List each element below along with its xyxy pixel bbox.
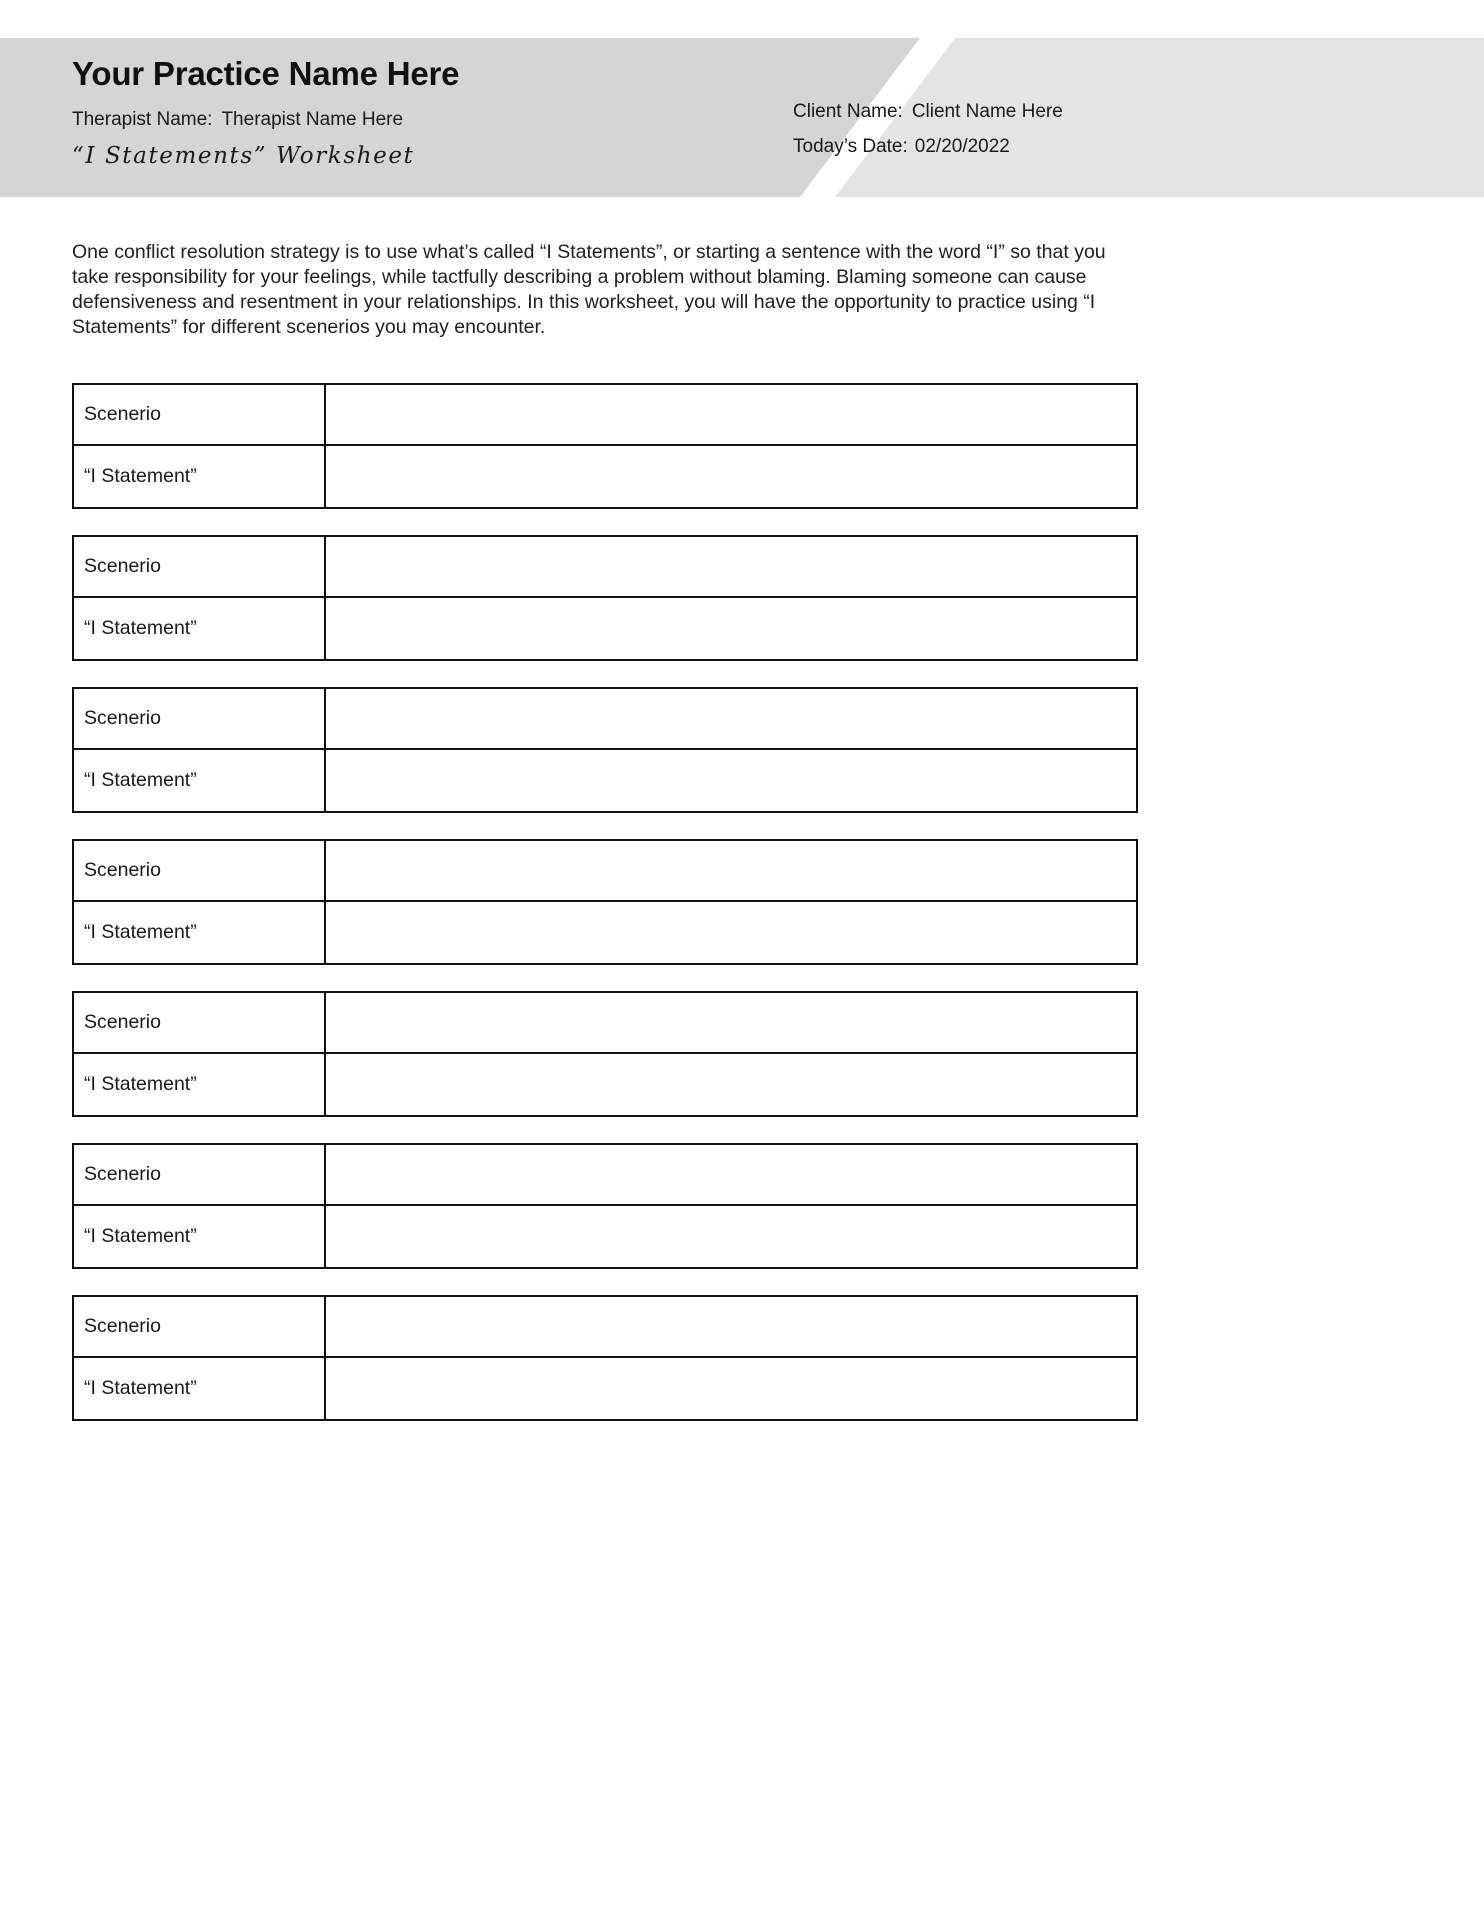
table-row — [74, 1054, 1136, 1115]
scenerio-label: Scenerio — [74, 385, 326, 444]
page-title: Your Practice Name Here — [72, 55, 460, 92]
i-statement-answer-field[interactable] — [326, 446, 1136, 507]
worksheet-block — [72, 383, 1138, 509]
client-name-row — [793, 101, 1063, 123]
i-statement-answer-field[interactable] — [326, 1358, 1136, 1419]
i-statement-answer-field[interactable] — [326, 598, 1136, 659]
i-statement-label: “I Statement” — [74, 902, 326, 963]
scenerio-answer-field[interactable] — [326, 1297, 1136, 1356]
i-statement-label: “I Statement” — [74, 1358, 326, 1419]
scenerio-label: Scenerio — [74, 993, 326, 1052]
todays-date-value: 02/20/2022 — [914, 136, 1010, 157]
worksheet-blocks — [72, 383, 1138, 1447]
i-statement-label: “I Statement” — [74, 598, 326, 659]
i-statement-label: “I Statement” — [74, 750, 326, 811]
worksheet-block — [72, 535, 1138, 661]
worksheet-block — [72, 1143, 1138, 1269]
worksheet-block — [72, 1295, 1138, 1421]
scenerio-label: Scenerio — [74, 537, 326, 596]
therapist-name-value: Therapist Name Here — [221, 109, 404, 130]
i-statement-answer-field[interactable] — [326, 1206, 1136, 1267]
page-header — [0, 38, 1484, 197]
client-name-value: Client Name Here — [911, 101, 1063, 122]
table-row — [74, 1206, 1136, 1267]
table-row — [74, 385, 1136, 446]
worksheet-block — [72, 687, 1138, 813]
scenerio-label: Scenerio — [74, 689, 326, 748]
table-row — [74, 446, 1136, 507]
scenerio-label: Scenerio — [74, 841, 326, 900]
worksheet-subtitle: “I Statements” Worksheet — [72, 143, 415, 169]
table-row — [74, 993, 1136, 1054]
scenerio-answer-field[interactable] — [326, 841, 1136, 900]
scenerio-answer-field[interactable] — [326, 537, 1136, 596]
table-row — [74, 689, 1136, 750]
table-row — [74, 750, 1136, 811]
i-statement-answer-field[interactable] — [326, 902, 1136, 963]
table-row — [74, 1145, 1136, 1206]
i-statement-label: “I Statement” — [74, 446, 326, 507]
table-row — [74, 598, 1136, 659]
scenerio-answer-field[interactable] — [326, 689, 1136, 748]
scenerio-label: Scenerio — [74, 1145, 326, 1204]
worksheet-block — [72, 839, 1138, 965]
therapist-name-label: Therapist Name: — [72, 109, 213, 130]
scenerio-answer-field[interactable] — [326, 993, 1136, 1052]
client-name-label: Client Name: — [793, 101, 903, 122]
therapist-name-row — [72, 109, 403, 131]
scenerio-answer-field[interactable] — [326, 385, 1136, 444]
i-statement-label: “I Statement” — [74, 1054, 326, 1115]
scenerio-answer-field[interactable] — [326, 1145, 1136, 1204]
i-statement-answer-field[interactable] — [326, 750, 1136, 811]
worksheet-block — [72, 991, 1138, 1117]
table-row — [74, 902, 1136, 963]
scenerio-label: Scenerio — [74, 1297, 326, 1356]
table-row — [74, 537, 1136, 598]
intro-paragraph: One conflict resolution strategy is to use what’s called “I Statements”, or starting a sentence with the word “I” so that you take responsibility for your feelings, while tactfully describing a problem without blaming. Blaming someone can cause defensiveness and resentment in your relationships. In this worksheet, you will have the opportunity to practice using “I Statements” for different scenerios you may encounter. — [72, 241, 1106, 338]
table-row — [74, 841, 1136, 902]
todays-date-label: Today’s Date: — [793, 136, 908, 157]
todays-date-row — [793, 136, 1010, 158]
table-row — [74, 1358, 1136, 1419]
i-statement-label: “I Statement” — [74, 1206, 326, 1267]
i-statement-answer-field[interactable] — [326, 1054, 1136, 1115]
table-row — [74, 1297, 1136, 1358]
